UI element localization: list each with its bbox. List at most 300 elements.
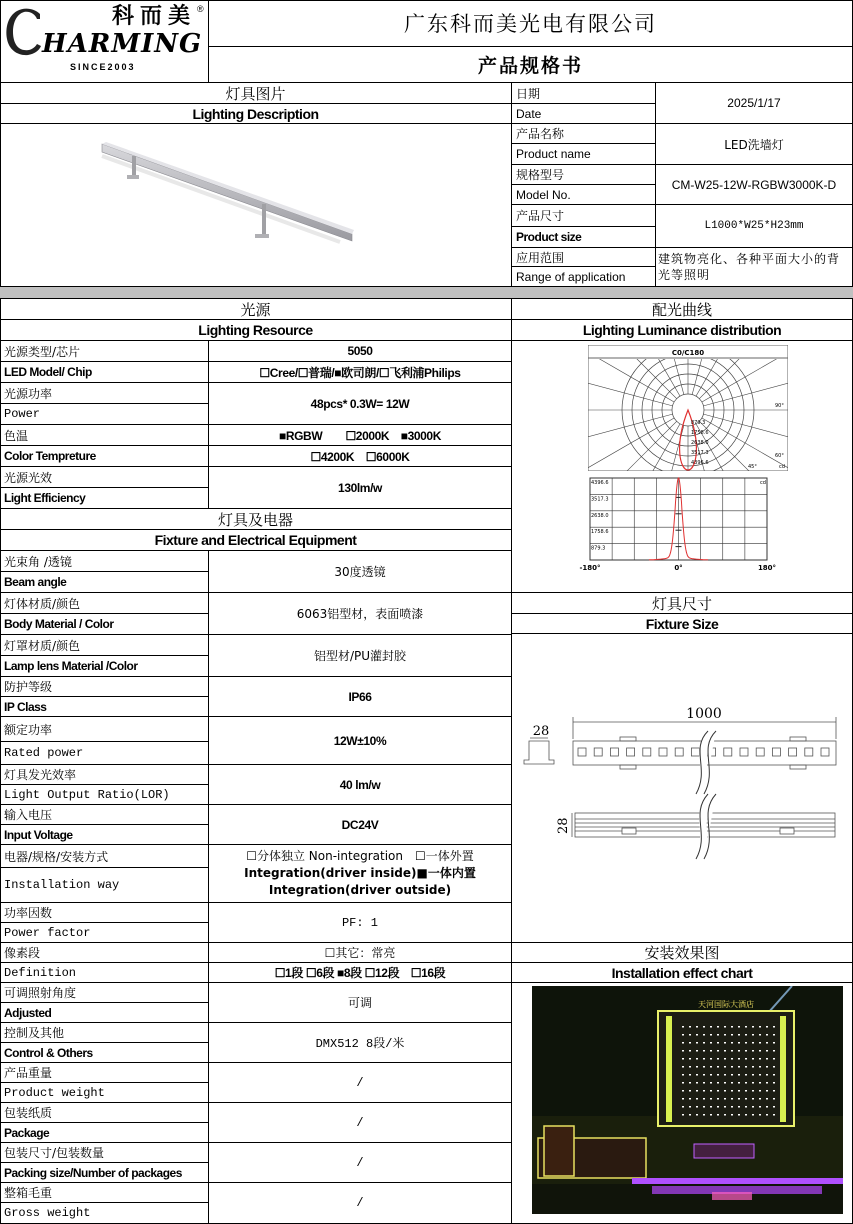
spec-label-en: IP Class bbox=[0, 697, 209, 717]
distribution-title-en: Lighting Luminance distribution bbox=[512, 320, 853, 341]
window-light bbox=[710, 1034, 712, 1036]
spec-value: 12W±10% bbox=[209, 717, 512, 765]
polar-title: C0/C180 bbox=[671, 349, 705, 357]
polar-ring-label: 2638.0 bbox=[691, 440, 709, 446]
window-light bbox=[759, 1098, 761, 1100]
window-light bbox=[703, 1026, 705, 1028]
led-square bbox=[675, 748, 683, 756]
spec-label-en: Product weight bbox=[0, 1083, 209, 1103]
window-light bbox=[766, 1098, 768, 1100]
window-light bbox=[724, 1058, 726, 1060]
spec-label-en: Installation way bbox=[0, 868, 209, 903]
info-label-en: Model No. bbox=[512, 185, 656, 205]
window-light bbox=[752, 1082, 754, 1084]
window-light bbox=[717, 1050, 719, 1052]
window-light bbox=[703, 1090, 705, 1092]
spec-label-cn: 灯具发光效率 bbox=[0, 765, 209, 785]
spec-value: ☐1段 ☐6段 ■8段 ☐12段 ☐16段 bbox=[209, 963, 512, 983]
window-light bbox=[752, 1066, 754, 1068]
window-light bbox=[689, 1090, 691, 1092]
window-light bbox=[724, 1090, 726, 1092]
window-light bbox=[738, 1074, 740, 1076]
window-light bbox=[710, 1098, 712, 1100]
date-value: 2025/1/17 bbox=[656, 83, 853, 124]
window-light bbox=[752, 1074, 754, 1076]
spec-label-en: Control & Others bbox=[0, 1043, 209, 1063]
window-light bbox=[759, 1114, 761, 1116]
product-image bbox=[0, 124, 512, 287]
window-light bbox=[710, 1114, 712, 1116]
spec-label-cn: 光源功率 bbox=[0, 383, 209, 404]
info-label-cn: 应用范围 bbox=[512, 248, 656, 267]
polar-ring-label: 4396.6 bbox=[691, 460, 709, 466]
window-light bbox=[717, 1058, 719, 1060]
window-light bbox=[717, 1098, 719, 1100]
window-light bbox=[759, 1090, 761, 1092]
info-label-en: Date bbox=[512, 104, 656, 124]
window-light bbox=[759, 1082, 761, 1084]
window-light bbox=[752, 1090, 754, 1092]
spec-label-cn: 控制及其他 bbox=[0, 1023, 209, 1043]
spec-label-cn: 像素段 bbox=[0, 943, 209, 963]
window-light bbox=[689, 1114, 691, 1116]
height-label: 28 bbox=[556, 817, 571, 834]
linear-ytick: 4396.6 bbox=[591, 480, 609, 486]
window-light bbox=[745, 1050, 747, 1052]
window-light bbox=[724, 1074, 726, 1076]
window-light bbox=[731, 1050, 733, 1052]
info-label-cn: 日期 bbox=[512, 83, 656, 104]
spec-label-en: Rated power bbox=[0, 742, 209, 765]
window-light bbox=[759, 1034, 761, 1036]
window-light bbox=[717, 1034, 719, 1036]
window-light bbox=[766, 1058, 768, 1060]
window-light bbox=[738, 1090, 740, 1092]
polar-ring-label: 1758.6 bbox=[691, 430, 709, 436]
window-light bbox=[717, 1074, 719, 1076]
spec-label-cn: 功率因数 bbox=[0, 903, 209, 923]
logo-brand-cn: 科而美 bbox=[112, 4, 197, 29]
distribution-title-cn: 配光曲线 bbox=[512, 299, 853, 320]
spec-value: 40 lm/w bbox=[209, 765, 512, 805]
installation-option: Integration(driver outside) bbox=[268, 883, 452, 897]
window-light bbox=[766, 1026, 768, 1028]
window-light bbox=[731, 1058, 733, 1060]
window-light bbox=[766, 1074, 768, 1076]
window-light bbox=[696, 1026, 698, 1028]
spec-label-en: Body Material / Color bbox=[0, 614, 209, 635]
window-light bbox=[710, 1058, 712, 1060]
spec-label-cn: 电器/规格/安装方式 bbox=[0, 845, 209, 868]
model-value: CM-W25-12W-RGBW3000K-D bbox=[656, 165, 853, 205]
linear-chart bbox=[574, 474, 784, 574]
window-light bbox=[731, 1098, 733, 1100]
color-temp-value-2: ☐4200K ☐6000K bbox=[209, 446, 512, 467]
installation-option: Integration(driver inside)■一体内置 bbox=[244, 866, 476, 880]
window-light bbox=[696, 1074, 698, 1076]
window-light bbox=[703, 1098, 705, 1100]
polar-chart bbox=[588, 345, 788, 471]
led-square bbox=[691, 748, 699, 756]
window-light bbox=[717, 1042, 719, 1044]
window-light bbox=[682, 1050, 684, 1052]
company-name: 广东科而美光电有限公司 bbox=[209, 0, 853, 47]
spec-label-cn: 包装尺寸/包装数量 bbox=[0, 1143, 209, 1163]
window-light bbox=[738, 1034, 740, 1036]
polar-angle-label: 60° bbox=[775, 453, 784, 459]
spec-label-cn: 灯罩材质/颜色 bbox=[0, 635, 209, 656]
window-light bbox=[766, 1090, 768, 1092]
spec-label-en: Light Output Ratio(LOR) bbox=[0, 785, 209, 805]
window-light bbox=[773, 1042, 775, 1044]
window-light bbox=[724, 1106, 726, 1108]
spec-value: DMX512 8段/米 bbox=[209, 1023, 512, 1063]
spec-label-cn: 防护等级 bbox=[0, 677, 209, 697]
window-light bbox=[745, 1058, 747, 1060]
window-light bbox=[773, 1082, 775, 1084]
window-light bbox=[682, 1034, 684, 1036]
window-light bbox=[752, 1034, 754, 1036]
window-light bbox=[682, 1026, 684, 1028]
window-light bbox=[710, 1066, 712, 1068]
window-light bbox=[759, 1106, 761, 1108]
window-light bbox=[745, 1034, 747, 1036]
window-light bbox=[766, 1050, 768, 1052]
spec-label-en: Power bbox=[0, 404, 209, 425]
window-light bbox=[710, 1050, 712, 1052]
info-label-cn: 规格型号 bbox=[512, 165, 656, 185]
window-light bbox=[759, 1042, 761, 1044]
window-light bbox=[703, 1082, 705, 1084]
window-light bbox=[689, 1026, 691, 1028]
window-light bbox=[731, 1066, 733, 1068]
window-light bbox=[752, 1026, 754, 1028]
spec-label-cn: 灯体材质/颜色 bbox=[0, 593, 209, 614]
spec-label-en: Beam angle bbox=[0, 572, 209, 593]
registered-mark: ® bbox=[197, 4, 204, 14]
window-light bbox=[773, 1090, 775, 1092]
window-light bbox=[724, 1082, 726, 1084]
window-light bbox=[682, 1074, 684, 1076]
window-light bbox=[731, 1026, 733, 1028]
window-light bbox=[689, 1050, 691, 1052]
efficiency-value: 130lm/w bbox=[209, 467, 512, 509]
window-light bbox=[696, 1098, 698, 1100]
window-light bbox=[703, 1034, 705, 1036]
installation-way-value bbox=[209, 845, 512, 903]
window-light bbox=[703, 1042, 705, 1044]
window-light bbox=[682, 1082, 684, 1084]
info-label-cn: 产品名称 bbox=[512, 124, 656, 144]
window-light bbox=[745, 1082, 747, 1084]
window-light bbox=[717, 1106, 719, 1108]
window-light bbox=[738, 1058, 740, 1060]
night-building-photo bbox=[532, 986, 843, 1214]
window-light bbox=[752, 1050, 754, 1052]
spec-value: 可调 bbox=[209, 983, 512, 1023]
spec-label-cn: 光源类型/芯片 bbox=[0, 341, 209, 362]
color-temp-value-1: ■RGBW ☐2000K ■3000K bbox=[209, 425, 512, 446]
spec-value: 6063铝型材，表面喷漆 bbox=[209, 593, 512, 635]
spec-label-en: Package bbox=[0, 1123, 209, 1143]
linear-ytick: 1758.6 bbox=[591, 529, 609, 536]
spec-value: ☐其它：常亮 bbox=[209, 943, 512, 963]
linear-xtick: -180° bbox=[579, 564, 601, 572]
linear-xtick: 0° bbox=[674, 564, 683, 572]
window-light bbox=[717, 1114, 719, 1116]
window-light bbox=[766, 1106, 768, 1108]
logo-since: SINCE2003 bbox=[70, 62, 136, 72]
lighting-resource-title-cn: 光源 bbox=[0, 299, 512, 320]
window-light bbox=[724, 1042, 726, 1044]
window-light bbox=[724, 1026, 726, 1028]
spec-value: DC24V bbox=[209, 805, 512, 845]
window-light bbox=[717, 1066, 719, 1068]
window-light bbox=[766, 1034, 768, 1036]
dimension-drawing bbox=[512, 634, 853, 943]
window-light bbox=[745, 1026, 747, 1028]
window-light bbox=[724, 1050, 726, 1052]
info-label-cn: 产品尺寸 bbox=[512, 205, 656, 227]
application-value: 建筑物亮化、各种平面大小的背光等照明 bbox=[656, 248, 853, 287]
window-light bbox=[731, 1082, 733, 1084]
window-light bbox=[710, 1106, 712, 1108]
window-light bbox=[696, 1042, 698, 1044]
window-light bbox=[717, 1026, 719, 1028]
info-label-en: Range of application bbox=[512, 267, 656, 287]
spec-label-en: LED Model/ Chip bbox=[0, 362, 209, 383]
window-light bbox=[773, 1050, 775, 1052]
window-light bbox=[731, 1074, 733, 1076]
window-light bbox=[773, 1026, 775, 1028]
window-light bbox=[689, 1082, 691, 1084]
window-light bbox=[766, 1042, 768, 1044]
spec-label-cn: 包装纸质 bbox=[0, 1103, 209, 1123]
window-light bbox=[731, 1106, 733, 1108]
logo bbox=[0, 0, 209, 83]
window-light bbox=[682, 1042, 684, 1044]
window-light bbox=[703, 1106, 705, 1108]
window-light bbox=[745, 1114, 747, 1116]
wall-washer-image bbox=[0, 124, 511, 287]
linear-ytick: 879.3 bbox=[591, 545, 606, 552]
window-light bbox=[703, 1058, 705, 1060]
window-light bbox=[773, 1034, 775, 1036]
window-light bbox=[752, 1114, 754, 1116]
spec-value: / bbox=[209, 1143, 512, 1183]
fixture-size-title-en: Fixture Size bbox=[512, 614, 853, 634]
window-light bbox=[682, 1106, 684, 1108]
led-square bbox=[821, 748, 829, 756]
spec-label-en: Adjusted bbox=[0, 1003, 209, 1023]
window-light bbox=[696, 1050, 698, 1052]
window-light bbox=[773, 1098, 775, 1100]
window-light bbox=[738, 1042, 740, 1044]
window-light bbox=[689, 1034, 691, 1036]
window-light bbox=[682, 1114, 684, 1116]
chip-brand-value: ☐Cree/☐普瑞/■欧司朗/☐飞利浦Philips bbox=[209, 362, 512, 383]
window-light bbox=[766, 1114, 768, 1116]
window-light bbox=[696, 1090, 698, 1092]
spec-value: / bbox=[209, 1063, 512, 1103]
width-label: 28 bbox=[532, 724, 550, 739]
window-light bbox=[682, 1098, 684, 1100]
distribution-charts bbox=[512, 341, 853, 593]
window-light bbox=[738, 1050, 740, 1052]
window-light bbox=[696, 1106, 698, 1108]
hotel-sign: 天河国际大酒店 bbox=[698, 1000, 754, 1009]
window-light bbox=[766, 1066, 768, 1068]
fixture-title-cn: 灯具及电器 bbox=[0, 509, 512, 530]
window-light bbox=[717, 1090, 719, 1092]
spec-label-en: Gross weight bbox=[0, 1203, 209, 1224]
spec-label-en: Input Voltage bbox=[0, 825, 209, 845]
window-light bbox=[710, 1026, 712, 1028]
led-square bbox=[740, 748, 748, 756]
installation-option: ☐分体独立 Non-integration ☐一体外置 bbox=[246, 849, 474, 863]
doc-title: 产品规格书 bbox=[209, 47, 853, 83]
spec-value: / bbox=[209, 1183, 512, 1224]
window-light bbox=[738, 1098, 740, 1100]
led-square bbox=[578, 748, 586, 756]
window-light bbox=[752, 1058, 754, 1060]
window-light bbox=[696, 1034, 698, 1036]
window-light bbox=[752, 1098, 754, 1100]
installation-photo bbox=[512, 983, 853, 1224]
spec-label-en: Color Tempreture bbox=[0, 446, 209, 467]
window-light bbox=[731, 1042, 733, 1044]
window-light bbox=[745, 1106, 747, 1108]
window-light bbox=[689, 1098, 691, 1100]
led-square bbox=[805, 748, 813, 756]
lighting-description-title-en: Lighting Description bbox=[0, 104, 512, 124]
polar-angle-label: cd bbox=[779, 464, 785, 470]
window-light bbox=[773, 1058, 775, 1060]
led-square bbox=[643, 748, 651, 756]
window-light bbox=[717, 1082, 719, 1084]
window-light bbox=[759, 1074, 761, 1076]
window-light bbox=[766, 1082, 768, 1084]
window-light bbox=[773, 1106, 775, 1108]
window-light bbox=[773, 1066, 775, 1068]
spec-label-cn: 输入电压 bbox=[0, 805, 209, 825]
window-light bbox=[752, 1106, 754, 1108]
product-name-value: LED洗墙灯 bbox=[656, 124, 853, 165]
window-light bbox=[724, 1034, 726, 1036]
chip-type-value: 5050 bbox=[209, 341, 512, 362]
spec-label-cn: 可调照射角度 bbox=[0, 983, 209, 1003]
window-light bbox=[773, 1074, 775, 1076]
window-light bbox=[703, 1074, 705, 1076]
window-light bbox=[696, 1058, 698, 1060]
polar-angle-label: 45° bbox=[748, 464, 757, 470]
window-light bbox=[710, 1042, 712, 1044]
spec-label-cn: 光源光效 bbox=[0, 467, 209, 488]
fixture-drawing bbox=[512, 634, 853, 943]
window-light bbox=[752, 1042, 754, 1044]
spec-value: PF: 1 bbox=[209, 903, 512, 943]
lighting-description-title-cn: 灯具图片 bbox=[0, 83, 512, 104]
window-light bbox=[759, 1050, 761, 1052]
spec-label-en: Power factor bbox=[0, 923, 209, 943]
separator bbox=[0, 287, 853, 299]
spec-label-en: Lamp lens Material /Color bbox=[0, 656, 209, 677]
spec-value: 30度透镜 bbox=[209, 551, 512, 593]
installation-title-en: Installation effect chart bbox=[512, 963, 853, 983]
window-light bbox=[738, 1082, 740, 1084]
window-light bbox=[745, 1042, 747, 1044]
window-light bbox=[682, 1090, 684, 1092]
window-light bbox=[696, 1114, 698, 1116]
window-light bbox=[703, 1050, 705, 1052]
window-light bbox=[724, 1114, 726, 1116]
window-light bbox=[731, 1034, 733, 1036]
spec-value: / bbox=[209, 1103, 512, 1143]
window-light bbox=[710, 1082, 712, 1084]
linear-ytick: 3517.3 bbox=[591, 496, 609, 503]
logo-brand: HARMING bbox=[42, 29, 203, 59]
window-light bbox=[759, 1026, 761, 1028]
spec-label-cn: 整箱毛重 bbox=[0, 1183, 209, 1203]
window-light bbox=[738, 1114, 740, 1116]
window-light bbox=[682, 1066, 684, 1068]
window-light bbox=[689, 1058, 691, 1060]
window-light bbox=[738, 1106, 740, 1108]
window-light bbox=[745, 1066, 747, 1068]
window-light bbox=[738, 1026, 740, 1028]
product-size-value: L1000*W25*H23mm bbox=[656, 205, 853, 248]
spec-value: IP66 bbox=[209, 677, 512, 717]
spec-label-cn: 产品重量 bbox=[0, 1063, 209, 1083]
window-light bbox=[689, 1074, 691, 1076]
window-light bbox=[703, 1114, 705, 1116]
spec-label-cn: 光束角 /透镜 bbox=[0, 551, 209, 572]
led-square bbox=[594, 748, 602, 756]
window-light bbox=[689, 1066, 691, 1068]
window-light bbox=[724, 1098, 726, 1100]
window-light bbox=[759, 1066, 761, 1068]
window-light bbox=[731, 1090, 733, 1092]
fixture-size-title-cn: 灯具尺寸 bbox=[512, 593, 853, 614]
window-light bbox=[745, 1098, 747, 1100]
spec-label-cn: 色温 bbox=[0, 425, 209, 446]
window-light bbox=[710, 1074, 712, 1076]
polar-ring-label: 3517.3 bbox=[691, 450, 709, 456]
spec-label-en: Packing size/Number of packages bbox=[0, 1163, 209, 1183]
spec-label-en: Light Efficiency bbox=[0, 488, 209, 509]
window-light bbox=[703, 1066, 705, 1068]
window-light bbox=[710, 1090, 712, 1092]
fixture-title-en: Fixture and Electrical Equipment bbox=[0, 530, 512, 551]
led-square bbox=[627, 748, 635, 756]
window-light bbox=[689, 1042, 691, 1044]
window-light bbox=[738, 1066, 740, 1068]
led-square bbox=[756, 748, 764, 756]
spec-label-en: Definition bbox=[0, 963, 209, 983]
led-square bbox=[789, 748, 797, 756]
window-light bbox=[731, 1114, 733, 1116]
window-light bbox=[724, 1066, 726, 1068]
installation-title-cn: 安装效果图 bbox=[512, 943, 853, 963]
window-light bbox=[745, 1090, 747, 1092]
spec-label-cn: 额定功率 bbox=[0, 717, 209, 742]
length-label: 1000 bbox=[686, 706, 722, 722]
power-value: 48pcs* 0.3W= 12W bbox=[209, 383, 512, 425]
window-light bbox=[759, 1058, 761, 1060]
window-light bbox=[773, 1114, 775, 1116]
window-light bbox=[689, 1106, 691, 1108]
led-square bbox=[772, 748, 780, 756]
